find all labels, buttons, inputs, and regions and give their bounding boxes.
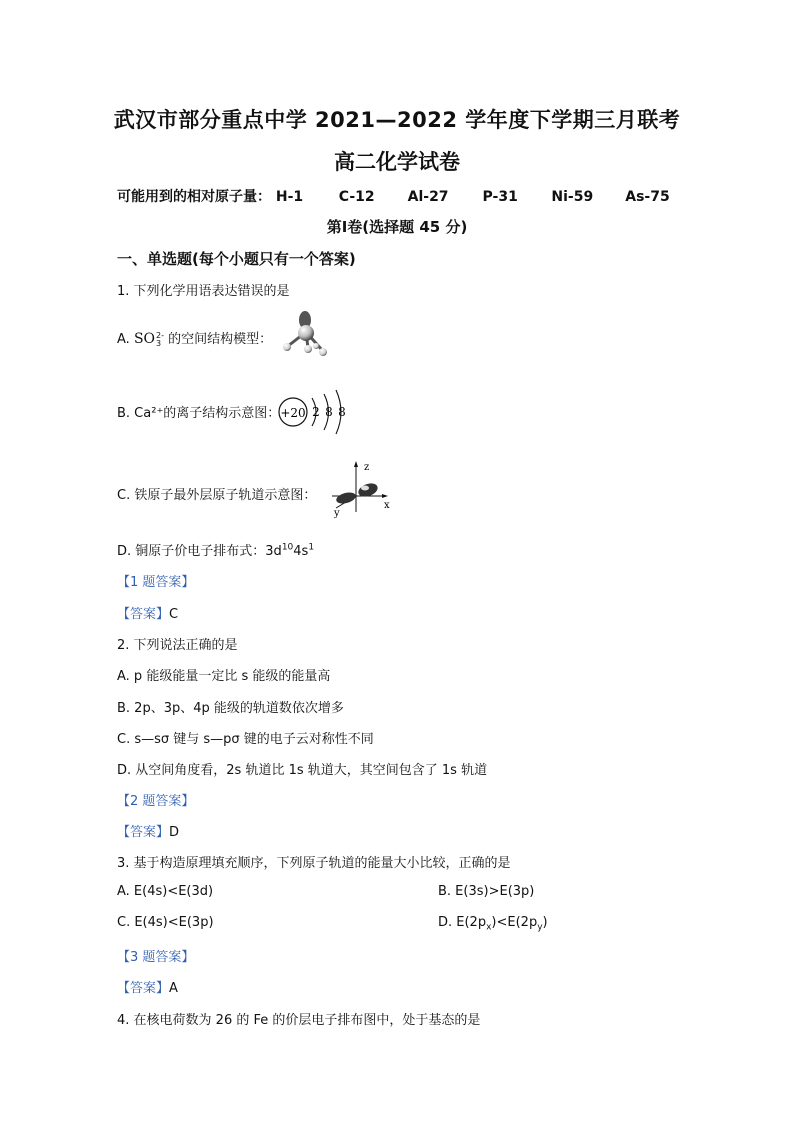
q1-d-sup1: 10 (281, 542, 294, 553)
q3-option-b: B. E(3s)>E(3p) (438, 884, 535, 899)
q3-d-prefix: D. E(2p (438, 915, 487, 930)
mass-c: C-12 (338, 189, 375, 205)
q2-answer (117, 821, 179, 840)
q2-option-a: A. p 能级能量一定比 s 能级的能量高 (117, 669, 331, 684)
exam-subtitle: 高二化学试卷 (334, 150, 460, 174)
sulfite-ball-model (278, 308, 332, 358)
q2-stem: 2. 下列说法正确的是 (117, 638, 238, 653)
axis-x: x (384, 500, 390, 511)
q1-option-b: B. Ca²⁺的离子结构示意图： (117, 406, 281, 421)
axis-z: z (364, 462, 370, 473)
q1-a-text: 的空间结构模型： (164, 332, 273, 347)
shell-1: 2 (312, 405, 320, 419)
q3-key-heading: 【3 题答案】 (117, 950, 195, 965)
mass-p: P-31 (482, 189, 518, 205)
section-title: 第Ⅰ卷(选择题 45 分) (326, 218, 468, 236)
q3-option-a: A. E(4s)<E(3d) (117, 884, 214, 899)
shell-2: 8 (325, 405, 333, 419)
q1-stem: 1. 下列化学用语表达错误的是 (117, 284, 290, 299)
atomic-masses (117, 186, 670, 206)
q3-option-d (438, 915, 548, 933)
sulfur-atom (298, 325, 314, 341)
ca-ion-structure-diagram (276, 386, 356, 438)
q1-answer-label: 【答案】 (117, 607, 170, 622)
nucleus-charge: +20 (280, 406, 306, 420)
q1-a-prefix: A. (117, 332, 134, 347)
q4-stem: 4. 在核电荷数为 26 的 Fe 的价层电子排布图中，处于基态的是 (117, 1013, 481, 1028)
q1-key-heading: 【1 题答案】 (117, 575, 195, 590)
q2-option-d: D. 从空间角度看，2s 轨道比 1s 轨道大，其空间包含了 1s 轨道 (117, 763, 488, 778)
q3-stem: 3. 基于构造原理填充顺序，下列原子轨道的能量大小比较，正确的是 (117, 856, 511, 871)
part-title: 一、单选题(每个小题只有一个答案) (117, 250, 356, 268)
q1-option-d (117, 540, 314, 559)
q2-option-c: C. s—sσ 键与 s—pσ 键的电子云对称性不同 (117, 732, 374, 747)
q1-option-c: C. 铁原子最外层原子轨道示意图： (117, 488, 317, 503)
q3-answer-label: 【答案】 (117, 981, 170, 996)
q3-d-suffix: ) (542, 915, 548, 930)
q1-option-a (117, 328, 272, 348)
q1-a-sub: 3 (156, 338, 162, 348)
q1-d-sup2: 1 (308, 542, 315, 553)
mass-al: Al-27 (407, 189, 449, 205)
atomic-masses-label: 可能用到的相对原子量： (117, 189, 271, 205)
q1-d-mid: 4s (293, 544, 309, 559)
q1-d-prefix: D. 铜原子价电子排布式：3d (117, 544, 282, 559)
q1-answer-value: C (169, 607, 179, 622)
q1-a-charge: 2- (156, 330, 164, 340)
q2-answer-label: 【答案】 (117, 825, 170, 840)
q2-option-b: B. 2p、3p、4p 能级的轨道数依次增多 (117, 701, 344, 716)
exam-title: 武汉市部分重点中学 2021—2022 学年度下学期三月联考 (113, 108, 681, 132)
q2-key-heading: 【2 题答案】 (117, 794, 195, 809)
q3-d-sub1: x (486, 922, 492, 933)
q3-answer (117, 977, 178, 996)
q1-answer (117, 603, 178, 622)
q3-d-sub2: y (537, 922, 543, 933)
q3-answer-value: A (169, 981, 178, 996)
q2-answer-value: D (169, 825, 180, 840)
q1-a-formula: SO (133, 331, 156, 347)
q3-option-c: C. E(4s)<E(3p) (117, 915, 214, 930)
mass-ni: Ni-59 (551, 189, 594, 205)
shell-3: 8 (338, 405, 346, 419)
mass-h: H-1 (275, 189, 304, 205)
mass-as: As-75 (625, 189, 670, 205)
orbital-diagram (326, 458, 396, 520)
axis-y: y (334, 508, 340, 519)
q3-d-mid: )<E(2p (491, 915, 538, 930)
